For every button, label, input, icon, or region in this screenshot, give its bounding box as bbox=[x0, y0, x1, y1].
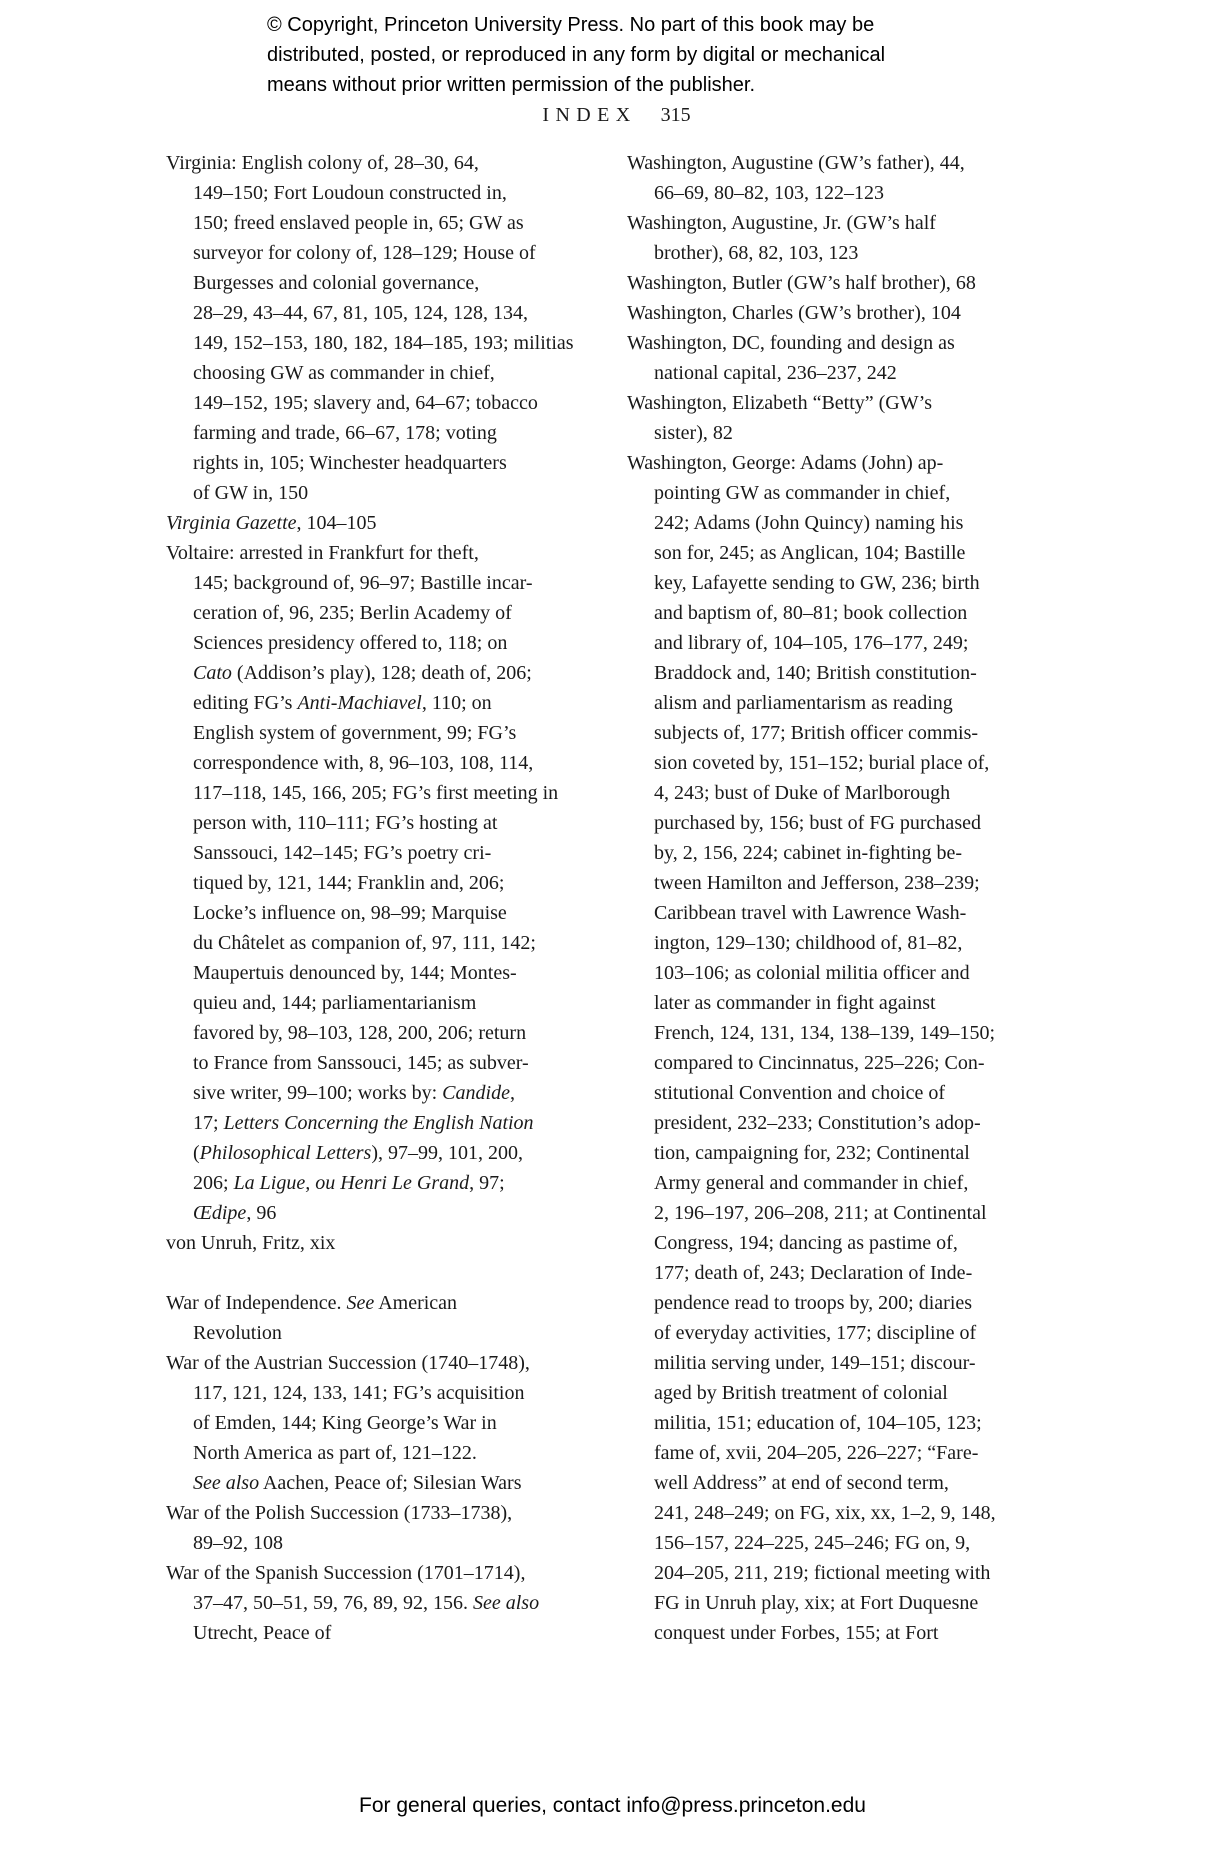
text-line: Sanssouci, 142–145; FG’s poetry cri- bbox=[193, 842, 492, 864]
text-line: 117–118, 145, 166, 205; FG’s first meeting in bbox=[193, 782, 559, 804]
copyright-notice bbox=[267, 10, 885, 100]
text-line: alism and parliamentarism as reading bbox=[654, 692, 953, 714]
text-line: militia, 151; education of, 104–105, 123; bbox=[654, 1412, 982, 1434]
text-line: North America as part of, 121–122. bbox=[193, 1442, 477, 1464]
text-line: 204–205, 211, 219; fictional meeting with bbox=[654, 1562, 991, 1584]
text-line: 241, 248–249; on FG, xix, xx, 1–2, 9, 148, bbox=[654, 1502, 996, 1524]
text-line: Revolution bbox=[193, 1322, 282, 1344]
text-line: purchased by, 156; bust of FG purchased bbox=[654, 812, 981, 834]
text-line: correspondence with, 8, 96–103, 108, 114, bbox=[193, 752, 534, 774]
text-line: 2, 196–197, 206–208, 211; at Continental bbox=[654, 1202, 987, 1224]
text-line: person with, 110–111; FG’s hosting at bbox=[193, 812, 498, 834]
text-line: key, Lafayette sending to GW, 236; birth bbox=[654, 572, 980, 594]
text-line: Cato (Addison’s play), 128; death of, 206; bbox=[193, 662, 532, 684]
text-line: Army general and commander in chief, bbox=[654, 1172, 969, 1194]
text-line: Maupertuis denounced by, 144; Montes- bbox=[193, 962, 517, 984]
text-line: Washington, DC, founding and design as bbox=[627, 332, 955, 354]
text-line: Washington, Augustine (GW’s father), 44, bbox=[627, 152, 965, 174]
text-line: War of the Polish Succession (1733–1738), bbox=[166, 1502, 513, 1524]
text-line: well Address” at end of second term, bbox=[654, 1472, 949, 1494]
text-line: fame of, xvii, 204–205, 226–227; “Fare- bbox=[654, 1442, 979, 1464]
text-line: 37–47, 50–51, 59, 76, 89, 92, 156. See also bbox=[193, 1592, 540, 1614]
text-line: choosing GW as commander in chief, bbox=[193, 362, 495, 384]
text-line: (Philosophical Letters), 97–99, 101, 200, bbox=[193, 1142, 524, 1164]
page-number: 315 bbox=[660, 104, 691, 126]
text-line: rights in, 105; Winchester headquarters bbox=[193, 452, 507, 474]
text-line: Sciences presidency offered to, 118; on bbox=[193, 632, 508, 654]
text-line: and library of, 104–105, 176–177, 249; bbox=[654, 632, 969, 654]
text-line: War of the Austrian Succession (1740–1748), bbox=[166, 1352, 530, 1374]
text-line: 206; La Ligue, ou Henri Le Grand, 97; bbox=[193, 1172, 505, 1194]
text-line: English system of government, 99; FG’s bbox=[193, 722, 517, 744]
text-line: Washington, Butler (GW’s half brother), 68 bbox=[627, 272, 976, 294]
text-line: national capital, 236–237, 242 bbox=[654, 362, 897, 384]
text-line: 150; freed enslaved people in, 65; GW as bbox=[193, 212, 524, 234]
text-line: of GW in, 150 bbox=[193, 482, 309, 504]
blank-line bbox=[166, 1258, 606, 1288]
text-line: tween Hamilton and Jefferson, 238–239; bbox=[654, 872, 980, 894]
text-line: 4, 243; bust of Duke of Marlborough bbox=[654, 782, 951, 804]
text-line: conquest under Forbes, 155; at Fort bbox=[654, 1622, 939, 1644]
text-line: tiqued by, 121, 144; Franklin and, 206; bbox=[193, 872, 505, 894]
text-line: sive writer, 99–100; works by: Candide, bbox=[193, 1082, 515, 1104]
text-line: subjects of, 177; British officer commis- bbox=[654, 722, 979, 744]
text-line: Utrecht, Peace of bbox=[193, 1622, 332, 1644]
text-line: Congress, 194; dancing as pastime of, bbox=[654, 1232, 958, 1254]
text-line: 177; death of, 243; Declaration of Inde- bbox=[654, 1262, 973, 1284]
text-line: aged by British treatment of colonial bbox=[654, 1382, 948, 1404]
text-line: compared to Cincinnatus, 225–226; Con- bbox=[654, 1052, 985, 1074]
text-line: sion coveted by, 151–152; burial place of, bbox=[654, 752, 990, 774]
text-line: editing FG’s Anti-Machiavel, 110; on bbox=[193, 692, 492, 714]
text-line: Locke’s influence on, 98–99; Marquise bbox=[193, 902, 507, 924]
text-line: 242; Adams (John Quincy) naming his bbox=[654, 512, 964, 534]
text-line: distributed, posted, or reproduced in any form by digital or mechanical bbox=[267, 44, 886, 66]
text-line: militia serving under, 149–151; discour- bbox=[654, 1352, 976, 1374]
text-line: 103–106; as colonial militia officer and bbox=[654, 962, 970, 984]
text-line: to France from Sanssouci, 145; as subver- bbox=[193, 1052, 529, 1074]
text-line: 89–92, 108 bbox=[193, 1532, 283, 1554]
text-line: Virginia: English colony of, 28–30, 64, bbox=[166, 152, 479, 174]
text-line: president, 232–233; Constitution’s adop- bbox=[654, 1112, 981, 1134]
text-line: Voltaire: arrested in Frankfurt for theft, bbox=[166, 542, 479, 564]
text-line: Braddock and, 140; British constitution- bbox=[654, 662, 977, 684]
index-heading: INDEX bbox=[542, 104, 637, 126]
text-line: sister), 82 bbox=[654, 422, 733, 444]
text-line: 149–152, 195; slavery and, 64–67; tobacco bbox=[193, 392, 538, 414]
text-line: War of Independence. See American bbox=[166, 1292, 458, 1314]
index-column-left bbox=[166, 148, 606, 1648]
text-line: pointing GW as commander in chief, bbox=[654, 482, 951, 504]
text-line: 156–157, 224–225, 245–246; FG on, 9, bbox=[654, 1532, 971, 1554]
text-line: Washington, George: Adams (John) ap- bbox=[627, 452, 944, 474]
text-line: ceration of, 96, 235; Berlin Academy of bbox=[193, 602, 512, 624]
text-line: Washington, Elizabeth “Betty” (GW’s bbox=[627, 392, 932, 414]
text-line: surveyor for colony of, 128–129; House of bbox=[193, 242, 536, 264]
footer-contact-line: For general queries, contact info@press.princeton.edu bbox=[359, 1794, 866, 1817]
text-line: Burgesses and colonial governance, bbox=[193, 272, 480, 294]
text-line: Washington, Charles (GW’s brother), 104 bbox=[627, 302, 961, 324]
index-columns bbox=[166, 148, 1067, 1648]
text-line: du Châtelet as companion of, 97, 111, 142; bbox=[193, 932, 536, 954]
text-line: ington, 129–130; childhood of, 81–82, bbox=[654, 932, 963, 954]
text-line: farming and trade, 66–67, 178; voting bbox=[193, 422, 497, 444]
text-line: means without prior written permission of the publisher. bbox=[267, 74, 756, 96]
text-line: French, 124, 131, 134, 138–139, 149–150; bbox=[654, 1022, 996, 1044]
text-line: later as commander in fight against bbox=[654, 992, 936, 1014]
text-line: stitutional Convention and choice of bbox=[654, 1082, 946, 1104]
page-header bbox=[166, 104, 1067, 127]
index-column-right bbox=[627, 148, 1067, 1648]
text-line: and baptism of, 80–81; book collection bbox=[654, 602, 968, 624]
text-line: FG in Unruh play, xix; at Fort Duquesne bbox=[654, 1592, 979, 1614]
text-line: favored by, 98–103, 128, 200, 206; return bbox=[193, 1022, 527, 1044]
text-line: of everyday activities, 177; discipline of bbox=[654, 1322, 977, 1344]
text-line: by, 2, 156, 224; cabinet in-fighting be- bbox=[654, 842, 963, 864]
text-line: von Unruh, Fritz, xix bbox=[166, 1232, 336, 1254]
text-line: 145; background of, 96–97; Bastille incar- bbox=[193, 572, 533, 594]
text-line: 149–150; Fort Loudoun constructed in, bbox=[193, 182, 507, 204]
text-line: War of the Spanish Succession (1701–1714), bbox=[166, 1562, 526, 1584]
text-line: 149, 152–153, 180, 182, 184–185, 193; militias bbox=[193, 332, 574, 354]
text-line: son for, 245; as Anglican, 104; Bastille bbox=[654, 542, 966, 564]
text-line: Virginia Gazette, 104–105 bbox=[166, 512, 377, 534]
text-line: Caribbean travel with Lawrence Wash- bbox=[654, 902, 967, 924]
text-line: Œdipe, 96 bbox=[193, 1202, 277, 1224]
text-line: See also Aachen, Peace of; Silesian Wars bbox=[193, 1472, 522, 1494]
text-line: 66–69, 80–82, 103, 122–123 bbox=[654, 182, 884, 204]
text-line: tion, campaigning for, 232; Continental bbox=[654, 1142, 970, 1164]
text-line: 117, 121, 124, 133, 141; FG’s acquisition bbox=[193, 1382, 525, 1404]
text-line: © Copyright, Princeton University Press. No part of this book may be bbox=[267, 14, 875, 36]
text-line: of Emden, 144; King George’s War in bbox=[193, 1412, 497, 1434]
text-line: 28–29, 43–44, 67, 81, 105, 124, 128, 134, bbox=[193, 302, 528, 324]
text-line: quieu and, 144; parliamentarianism bbox=[193, 992, 477, 1014]
text-line: Washington, Augustine, Jr. (GW’s half bbox=[627, 212, 936, 234]
text-line: 17; Letters Concerning the English Nation bbox=[193, 1112, 534, 1134]
text-line: brother), 68, 82, 103, 123 bbox=[654, 242, 859, 264]
text-line: pendence read to troops by, 200; diaries bbox=[654, 1292, 973, 1314]
